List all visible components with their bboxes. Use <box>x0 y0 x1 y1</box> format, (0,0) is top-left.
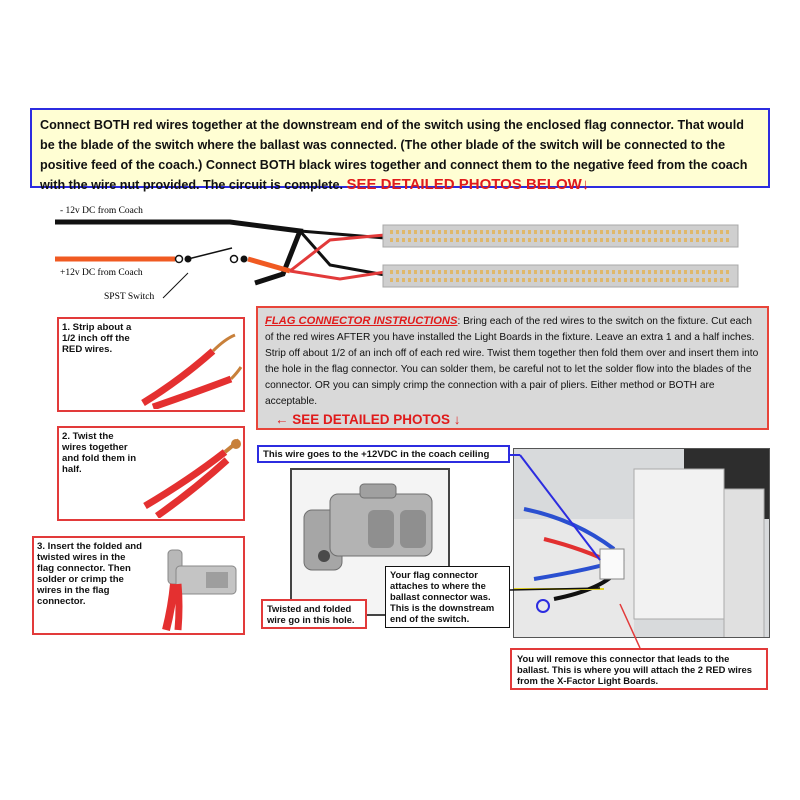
intro-text: Connect BOTH red wires together at the downstream end of the switch using the enclosed flag connector. That would be the blade of the switch where the ballast was connected. (The other blade of the switch will be connected to the positive feed of the coach.) Connect BOTH black wires together and connect them to the negative feed from the coach with the wire nut provided. The circuit is complete. <box>40 118 748 192</box>
attach-callout: Your flag connector attaches to where the ballast connector was. This is the downstream end of the switch. <box>385 566 510 628</box>
positive-feed-label: +12v DC from Coach <box>60 268 143 278</box>
intro-emphasis: SEE DETAILED PHOTOS BELOW↓ <box>346 176 590 193</box>
remove-connector-callout: You will remove this connector that leads to the ballast. This is where you will attach the 2 RED wires from the X-Factor Light Boards. <box>510 648 768 690</box>
flag-see-photos: ← SEE DETAILED PHOTOS ↓ <box>275 412 461 427</box>
hole-callout: Twisted and folded wire go in this hole. <box>261 599 367 629</box>
negative-feed-label: - 12v DC from Coach <box>60 206 143 216</box>
switch-label: SPST Switch <box>104 292 155 302</box>
step-1-text: 1. Strip about a 1/2 inch off the RED wires. <box>62 322 132 355</box>
ceiling-wire-callout: This wire goes to the +12VDC in the coach ceiling <box>257 445 510 463</box>
flag-instructions-body: : Bring each of the red wires to the switch on the fixture. Cut each of the red wires AFTER you have installed the Light Boards in the fixture. Leave an extra 1 and a half inches. Strip off about 1/2 of an inch off of each red wire. Twist them together then fold them over and insert them into the hole in the flag connector. You can solder them, be careful not to let the solder flow into the blades of the connector. OR you can simply crimp the connection with a pair of pliers. Either method or BOTH are acceptable. <box>265 316 759 407</box>
flag-instructions-title: FLAG CONNECTOR INSTRUCTIONS <box>265 315 458 327</box>
step-3-text: 3. Insert the folded and twisted wires in the flag connector. Then solder or crimp the wires in the flag connector. <box>37 541 143 607</box>
step-2-text: 2. Twist the wires together and fold them in half. <box>62 431 137 475</box>
